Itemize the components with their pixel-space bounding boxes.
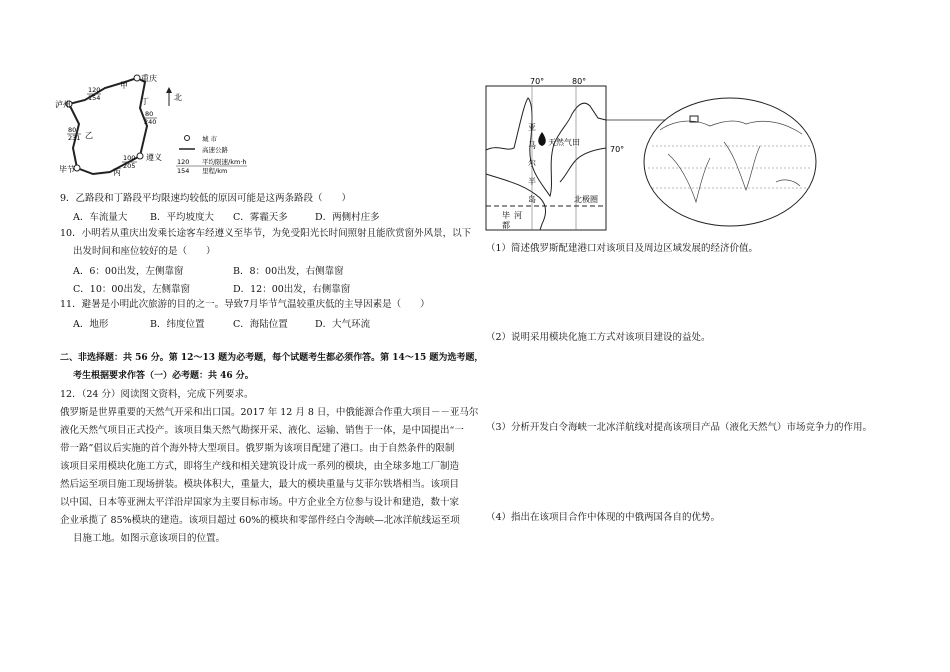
passage-line: 带一路”倡议后实施的首个海外特大型项目。俄罗斯为该项目配建了港口。由于自然条件的限制	[60, 443, 455, 454]
q11-option-b: B．纬度位置	[150, 319, 205, 330]
city-marker	[134, 75, 140, 81]
peninsula-label: 马	[528, 141, 536, 150]
q11-option-d: D．大气环流	[315, 319, 371, 330]
gas-field-label: 天然气田	[548, 138, 580, 147]
segment-label: 丙	[113, 168, 121, 177]
passage-line: 液化天然气项目正式投产。该项目集天然气勘探开采、液化、运输、销售于一体，是中国提出“一	[60, 425, 464, 436]
sub-question-1: （1）简述俄罗斯配建港口对该项目及周边区域发展的经济价值。	[486, 243, 759, 254]
longitude-label: 70°	[530, 77, 545, 86]
passage-line: 企业承揽了 85%模块的建造。该项目超过 60%的模块和零部件经白令海峡—北冰洋航线运至项	[60, 515, 460, 526]
segment-speed: 100	[123, 154, 136, 162]
question-11: 11．避暑是小明此次旅游的目的之一。导致7月毕节气温较重庆低的主导因素是（ ）	[60, 299, 430, 310]
passage-line: 俄罗斯是世界重要的天然气开采和出口国。2017 年 12 月 8 日，中俄能源合作重大项目－－亚马尔	[60, 407, 479, 418]
segment-speed: 80	[68, 126, 77, 134]
city-label: 毕节	[59, 165, 75, 174]
latitude-label: 70°	[610, 145, 625, 154]
inset-frame	[486, 86, 606, 230]
city-marker	[137, 153, 143, 159]
legend-speed-label: 平均限速/km·h	[202, 158, 247, 166]
peninsula-label: 亚	[528, 123, 536, 132]
passage-line: 以中国、日本等亚洲太平洋沿岸国家为主要目标市场。中方企业全方位参与设计和建造，数十家	[60, 497, 460, 508]
north-label: 北	[174, 93, 182, 102]
legend-city-icon	[185, 136, 190, 141]
sub-question-2: （2）说明采用模块化施工方式对该项目建设的益处。	[486, 332, 711, 343]
q10-option-c: C．10：00出发，左侧靠窗	[73, 284, 190, 295]
peninsula-label: 半	[528, 177, 536, 186]
road-map-figure	[55, 68, 255, 186]
section-2-heading: 二、非选择题：共 56 分。第 12～13 题为必考题，每个试题考生都必须作答。第 14～15 题为选考题，	[60, 353, 484, 363]
yamal-location-map	[484, 74, 824, 234]
section-2-subheading: 考生根据要求作答（一）必考题：共 46 分。	[73, 371, 254, 381]
city-label: 遵义	[146, 153, 162, 162]
question-9: 9．乙路段和丁路段平均限速均较低的原因可能是这两条路段（ ）	[60, 193, 352, 204]
passage-line: 然后运至项目施工现场拼装。模块体积大，重量大，最大的模块重量与艾菲尔铁塔相当。该项目	[60, 479, 460, 490]
q9-option-b: B．平均坡度大	[150, 212, 214, 223]
legend-speed-example: 120	[177, 158, 190, 166]
bay-label: 毕	[502, 211, 510, 220]
legend-dist-label: 里程/km	[202, 167, 228, 175]
peninsula-label: 尔	[528, 159, 536, 168]
segment-speed: 120	[88, 86, 101, 94]
city-label: 重庆	[141, 74, 157, 83]
segment-distance: 240	[144, 118, 157, 126]
segment-distance: 205	[123, 162, 136, 170]
passage-line: 该项目采用模块化施工方式，即将生产线和相关建筑设计成一系列的模块，由全球多地工厂制造	[60, 461, 460, 472]
legend-dist-example: 154	[177, 167, 190, 175]
segment-speed: 80	[145, 110, 154, 118]
q11-option-a: A．地形	[73, 319, 109, 330]
legend-city-label: 城 市	[202, 135, 218, 143]
segment-label: 甲	[120, 81, 128, 90]
bay-label: 都	[502, 221, 510, 230]
world-map	[644, 98, 816, 226]
segment-label: 丁	[141, 97, 149, 106]
segment-label: 乙	[85, 131, 93, 140]
segment-distance: 154	[88, 94, 101, 102]
q10-option-b: B．8：00出发，右侧靠窗	[233, 266, 344, 277]
bay-label: 河	[514, 211, 522, 220]
passage-line: 目施工地。如图示意该项目的位置。	[73, 533, 226, 544]
q10-option-a: A．6：00出发，左侧靠窗	[73, 266, 184, 277]
question-10-cont: 出发时间和座位较好的是（ ）	[73, 246, 216, 257]
q10-option-d: D．12：00出发，右侧靠窗	[233, 284, 351, 295]
city-label: 泸州	[55, 100, 71, 109]
longitude-label: 80°	[572, 77, 587, 86]
arctic-circle-label: 北极圈	[574, 195, 598, 204]
q11-option-c: C．海陆位置	[233, 319, 288, 330]
legend-highway-label: 高速公路	[202, 146, 228, 154]
question-12-head: 12．（24 分）阅读图文资料，完成下列要求。	[60, 389, 254, 400]
segment-distance: 231	[68, 134, 81, 142]
q9-option-d: D．两侧村庄多	[315, 212, 380, 223]
peninsula-label: 岛	[528, 195, 536, 204]
q9-option-c: C．雾霾天多	[233, 212, 288, 223]
sub-question-3: （3）分析开发白令海峡一北冰洋航线对提高该项目产品（液化天然气）市场竞争力的作用。	[486, 422, 873, 433]
q9-option-a: A．车流量大	[73, 212, 128, 223]
question-10: 10．小明若从重庆出发乘长途客车经遵义至毕节，为免受阳光长时间照射且能欣赏窗外风景，以下	[60, 228, 472, 239]
sub-question-4: （4）指出在该项目合作中体现的中俄两国各自的优势。	[486, 512, 721, 523]
